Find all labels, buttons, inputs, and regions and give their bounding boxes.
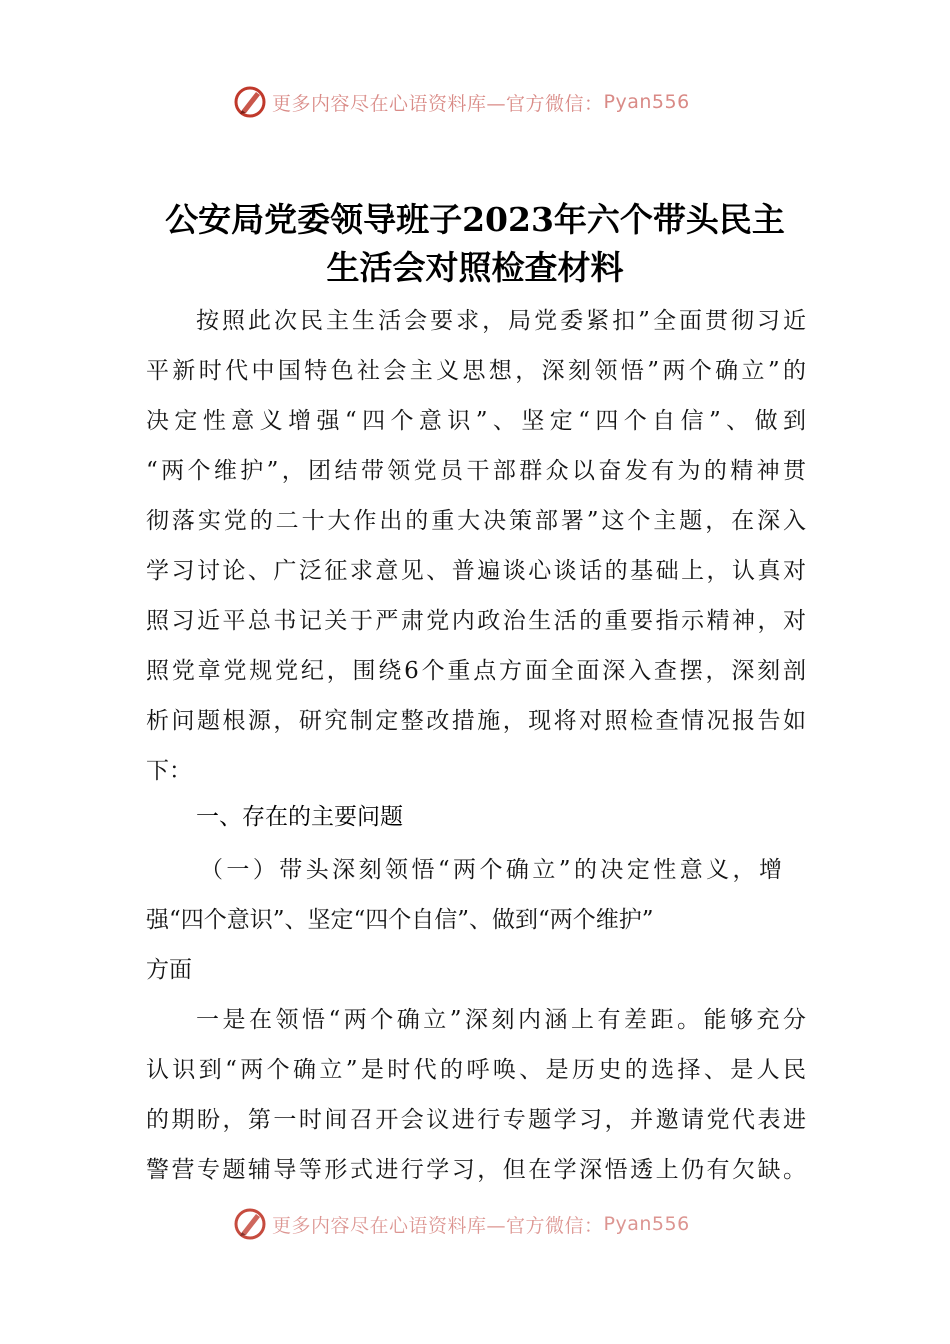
paragraph-line: 认识到“两个确立”是时代的呼唤、是历史的选择、是人民 — [146, 1057, 806, 1083]
paragraph-line: 析问题根源，研究制定整改措施，现将对照检查情况报告如 — [146, 708, 806, 734]
paragraph-line: 彻落实党的二十大作出的重大决策部署”这个主题，在深入 — [146, 508, 806, 534]
section-heading: 一、存在的主要问题 — [196, 804, 403, 830]
watermark-banner-bottom — [232, 1206, 690, 1242]
watermark-text: 更多内容尽在心语资料库—官方微信： — [272, 1214, 604, 1237]
watermark-text: 更多内容尽在心语资料库—官方微信： — [272, 92, 604, 115]
paragraph-line: 照习近平总书记关于严肃党内政治生活的重要指示精神，对 — [146, 608, 806, 634]
paragraph-line: 决定性意义增强“四个意识”、坚定“四个自信”、做到 — [146, 408, 806, 434]
watermark-wechat-id: Pyan556 — [603, 1213, 690, 1235]
title-line-2: 生活会对照检查材料 — [326, 248, 624, 287]
paragraph-line: 按照此次民主生活会要求，局党委紧扣”全面贯彻习近 — [196, 308, 806, 334]
paragraph-line: 的期盼，第一时间召开会议进行专题学习，并邀请党代表进 — [146, 1107, 806, 1133]
title-line-1: 公安局党委领导班子2023年六个带头民主 — [165, 200, 785, 239]
paragraph-line: 一是在领悟“两个确立”深刻内涵上有差距。能够充分 — [196, 1007, 806, 1033]
watermark-banner-top — [232, 84, 690, 120]
paragraph-line: “两个维护”，团结带领党员干部群众以奋发有为的精神贯 — [146, 458, 806, 484]
subsection-line: （一）带头深刻领悟“两个确立”的决定性意义，增 — [200, 857, 782, 883]
document-title — [140, 196, 810, 292]
paragraph-line: 平新时代中国特色社会主义思想，深刻领悟”两个确立”的 — [146, 358, 806, 384]
paragraph-line: 下： — [146, 758, 192, 784]
subsection-line: 强“四个意识”、坚定“四个自信”、做到“两个维护” — [146, 907, 654, 933]
paragraph-line: 学习讨论、广泛征求意见、普遍谈心谈话的基础上，认真对 — [146, 558, 806, 584]
paragraph-line: 警营专题辅导等形式进行学习，但在学深悟透上仍有欠缺。 — [146, 1157, 806, 1183]
subsection-line: 方面 — [146, 957, 192, 983]
paragraph-line: 照党章党规党纪，围绕6个重点方面全面深入查摆，深刻剖 — [146, 658, 806, 684]
pen-logo-icon — [232, 1206, 268, 1242]
pen-logo-icon — [232, 84, 268, 120]
watermark-wechat-id: Pyan556 — [603, 91, 690, 113]
